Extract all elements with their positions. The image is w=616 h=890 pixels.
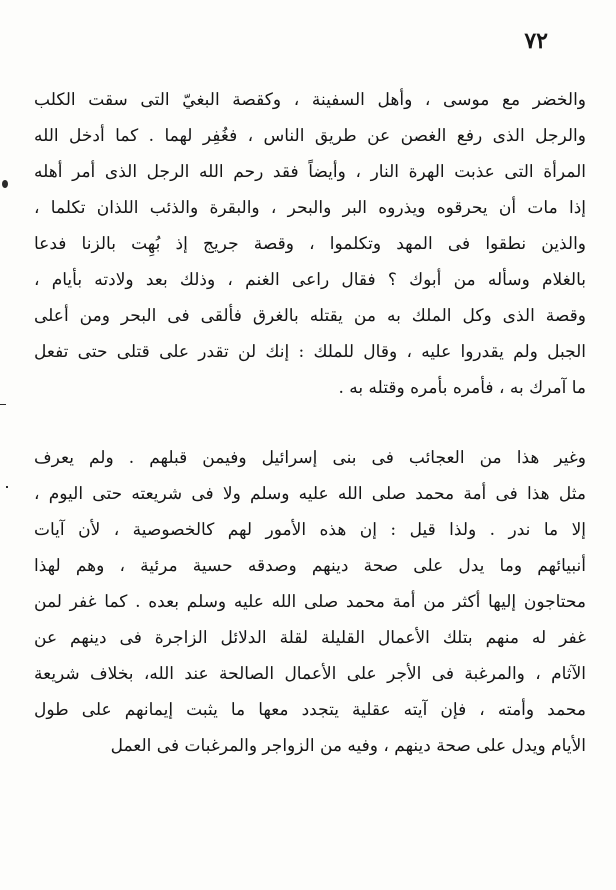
text-line: وغير هذا من العجائب فى بنى إسرائيل وفيمن قبلهم . ولم يعرف — [34, 448, 586, 468]
text-line: غفر له منهم بتلك الأعمال القليلة لقلة الدلائل الزاجرة فى دينهم عن — [34, 628, 586, 648]
text-line: والخضر مع موسى ، وأهل السفينة ، وكقصة البغيّ التى سقت الكلب — [34, 90, 586, 110]
text-line: ما آمرك به ، فأمره بأمره وقتله به . — [338, 378, 586, 398]
margin-ink-speck — [6, 486, 8, 488]
text-line: إلا ما ندر . ولذا قيل : إن هذه الأمور لهم كالخصوصية ، لأن آيات — [34, 520, 586, 540]
margin-ink-dot — [2, 180, 8, 188]
text-line: محمد وأمته ، فإن آيته عقلية يتجدد معها ما يثبت إيمانهم على طول — [34, 700, 586, 720]
paragraph-1 — [34, 82, 586, 406]
paragraph-2 — [34, 440, 586, 764]
text-line: والذين نطقوا فى المهد وتكلموا ، وقصة جريج إذ بُهِت بالزنا فدعا — [34, 234, 586, 254]
text-line: الأيام ويدل على صحة دينهم ، وفيه من الزواجر والمرغبات فى العمل — [110, 736, 586, 756]
text-line: محتاجون إليها أكثر من أمة محمد صلى الله عليه وسلم بعده . كما غفر لمن — [34, 592, 586, 612]
text-line: الآثام ، والمرغبة فى الأجر على الأعمال الصالحة عند الله، بخلاف شريعة — [34, 664, 586, 684]
margin-ink-tick — [0, 404, 6, 405]
text-line: مثل هذا فى أمة محمد صلى الله عليه وسلم ولا فى شريعته حتى اليوم ، — [34, 484, 586, 504]
text-line: أنبيائهم وما يدل على صحة دينهم وصدقه حسية مرئية ، وهم لهذا — [34, 556, 586, 576]
page-number: ٧٢ — [524, 28, 548, 54]
text-line: المرأة التى عذبت الهرة النار ، وأيضاً فقد رحم الله الرجل الذى أمر أهله — [34, 162, 586, 182]
text-line: وقصة الذى وكل الملك به من يقتله بالغرق فألقى فى البحر ومن أعلى — [34, 306, 586, 326]
text-line: الجبل ولم يقدروا عليه ، وقال للملك : إنك لن تقدر على قتلى حتى تفعل — [34, 342, 586, 362]
text-line: والرجل الذى رفع الغصن عن طريق الناس ، فغُفِر لهما . كما أدخل الله — [34, 126, 586, 146]
text-line: بالغلام وسأله من أبوك ؟ فقال راعى الغنم ، وذلك بعد ولادته بأيام ، — [34, 270, 586, 290]
text-line: إذا مات أن يحرقوه ويذروه البر والبحر ، والبقرة والذئب اللذان تكلما ، — [34, 198, 586, 218]
